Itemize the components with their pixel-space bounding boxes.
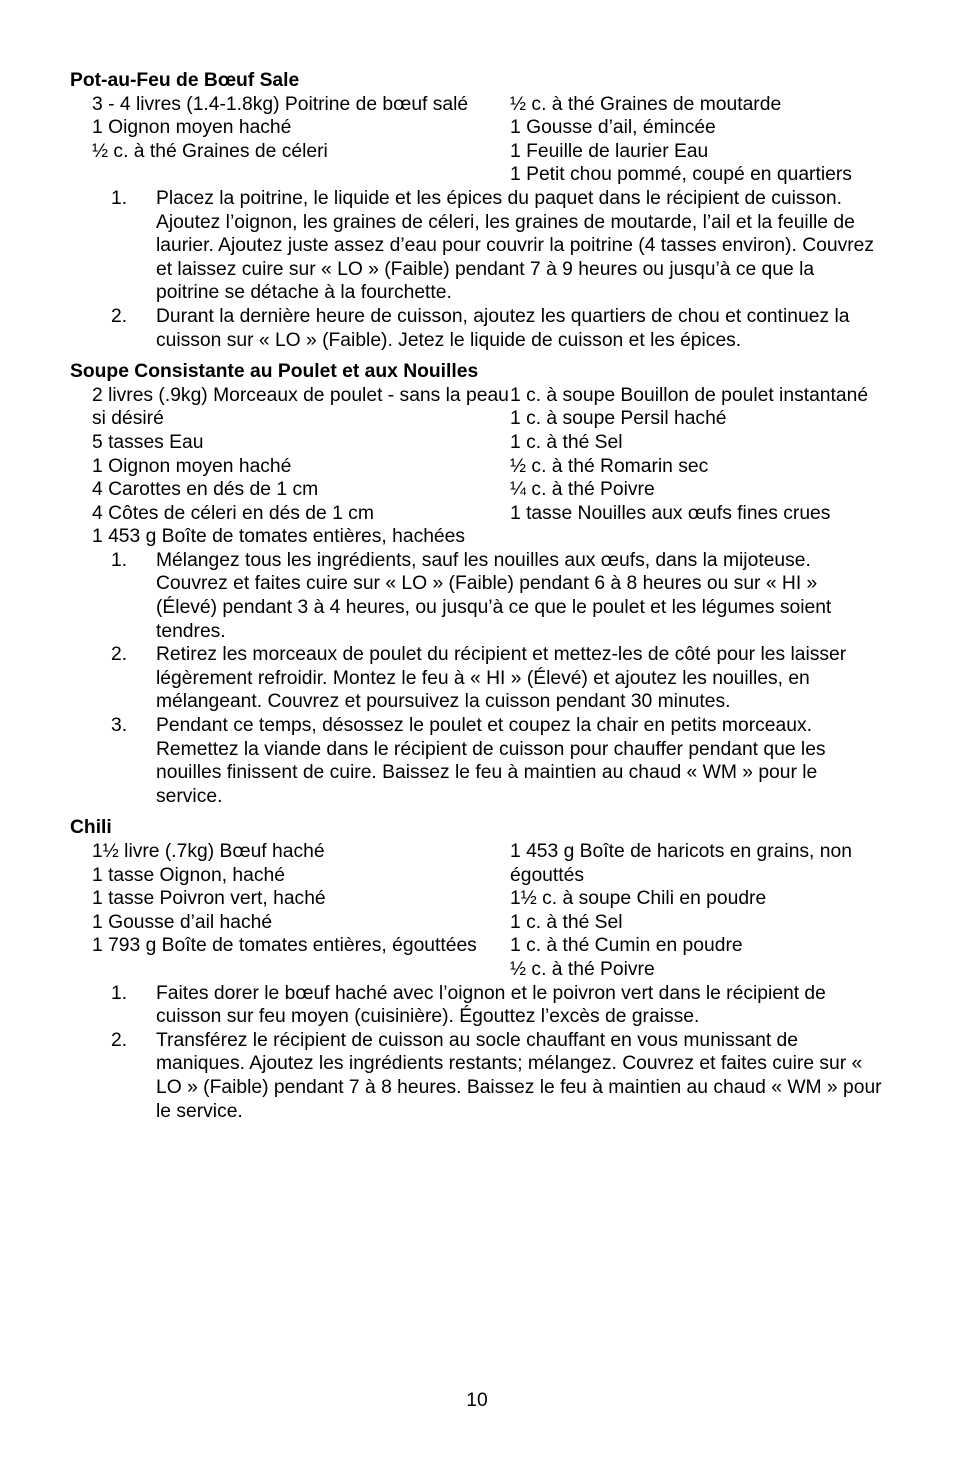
ingredient: 1 c. à thé Sel <box>510 431 623 453</box>
ingredient-list <box>70 840 882 982</box>
ingredient: 2 livres (.9kg) Morceaux de poulet - sans la peau si désiré <box>92 384 509 430</box>
recipe-title: Pot-au-Feu de Bœuf Sale <box>70 70 300 91</box>
ingredient: 1½ livre (.7kg) Bœuf haché <box>92 841 325 862</box>
ingredient: ¼ c. à thé Poivre <box>510 479 655 501</box>
instruction-step <box>111 187 882 305</box>
ingredient-column-left <box>92 840 510 982</box>
ingredient: 4 Côtes de céleri en dés de 1 cm <box>92 502 374 524</box>
ingredient-column-left <box>92 93 510 187</box>
step-number: 1. <box>111 982 128 1004</box>
step-text: Placez la poitrine, le liquide et les épices du paquet dans le récipient de cuisson. Ajoutez l’oignon, les graines de céleri, les graines de moutarde, l’ail et la feuille de laurier. Ajoutez juste assez d’eau pour couvrir la poitrine (4 tasses environ). Couvrez et laissez cuire sur « LO » (Faible) pendant 7 à 9 heures ou jusqu’à ce que la poitrine se détache à la fourchette. <box>156 187 875 304</box>
ingredient: 1 Feuille de laurier Eau <box>510 140 709 162</box>
ingredient: 1 453 g Boîte de haricots en grains, non égouttés <box>510 841 852 886</box>
ingredient: 1 Oignon moyen haché <box>92 455 292 477</box>
step-text: Mélangez tous les ingrédients, sauf les nouilles aux œufs, dans la mijoteuse. Couvrez et faites cuire sur « LO » (Faible) pendant 6 à 8 heures ou sur « HI » (Élevé) pendant 3 à 4 heures, ou jusqu’à ce que le poulet et les légumes soient tendres. <box>156 549 832 642</box>
instruction-step <box>111 714 882 808</box>
instruction-list <box>70 549 882 809</box>
ingredient-column-left <box>92 384 510 549</box>
ingredient-column-right <box>510 384 886 549</box>
instruction-step <box>111 549 882 643</box>
ingredient: 1 793 g Boîte de tomates entières, égouttées <box>92 935 477 957</box>
ingredient: 1½ c. à soupe Chili en poudre <box>510 888 767 910</box>
document-page <box>70 69 882 1131</box>
step-number: 2. <box>111 1029 128 1051</box>
ingredient: 5 tasses Eau <box>92 431 204 453</box>
ingredient: 1 c. à thé Cumin en poudre <box>510 935 743 957</box>
step-number: 1. <box>111 549 128 571</box>
step-number: 1. <box>111 187 128 209</box>
step-number: 3. <box>111 715 128 737</box>
step-text: Durant la dernière heure de cuisson, ajoutez les quartiers de chou et continuez la cuisson sur « LO » (Faible). Jetez le liquide de cuisson et les épices. <box>156 305 850 351</box>
instruction-list <box>70 187 882 352</box>
ingredient: ½ c. à thé Poivre <box>510 958 655 980</box>
ingredient: 1 Gousse d’ail, émincée <box>510 117 716 139</box>
step-text: Transférez le récipient de cuisson au socle chauffant en vous munissant de maniques. Ajoutez les ingrédients restants; mélangez. Couvrez et faites cuire sur « LO » (Faible) pendant 7 à 8 heures. Baissez le feu à maintien au chaud « WM » pour le service. <box>156 1029 882 1122</box>
ingredient: 1 453 g Boîte de tomates entières, hachées <box>92 526 466 548</box>
ingredient: 1 c. à soupe Bouillon de poulet instantané <box>510 384 869 406</box>
step-text: Retirez les morceaux de poulet du récipient et mettez-les de côté pour les laisser légèrement refroidir. Montez le feu à « HI » (Élevé) et ajoutez les nouilles, en mélangeant. Couvrez et poursuivez la cuisson pendant 30 minutes. <box>156 644 847 713</box>
ingredient-list <box>70 384 882 549</box>
ingredient-column-right <box>510 840 886 982</box>
recipe-pot-au-feu <box>70 69 882 352</box>
ingredient: 4 Carottes en dés de 1 cm <box>92 479 319 501</box>
recipe-title: Soupe Consistante au Poulet et aux Nouilles <box>70 361 479 383</box>
ingredient: 1 Petit chou pommé, coupé en quartiers <box>510 164 852 186</box>
ingredient: 1 tasse Poivron vert, haché <box>92 888 326 910</box>
ingredient: 1 tasse Oignon, haché <box>92 864 285 886</box>
ingredient: ½ c. à thé Graines de céleri <box>92 140 328 162</box>
ingredient: 1 c. à thé Sel <box>510 911 623 933</box>
ingredient: 1 c. à soupe Persil haché <box>510 408 727 430</box>
ingredient: 1 Oignon moyen haché <box>92 117 292 139</box>
recipe-chili <box>70 816 882 1123</box>
page-number: 10 <box>466 1390 488 1411</box>
instruction-step <box>111 643 882 714</box>
ingredient-column-right <box>510 93 886 187</box>
step-text: Pendant ce temps, désossez le poulet et coupez la chair en petits morceaux. Remettez la viande dans le récipient de cuisson pour chauffer pendant que les nouilles finissent de cuire. Baissez le feu à maintien au chaud « WM » pour le service. <box>156 715 826 807</box>
step-number: 2. <box>111 305 128 327</box>
ingredient: 1 tasse Nouilles aux œufs fines crues <box>510 502 831 524</box>
ingredient: ½ c. à thé Graines de moutarde <box>510 93 782 115</box>
ingredient: ½ c. à thé Romarin sec <box>510 455 709 477</box>
instruction-step <box>111 982 882 1029</box>
ingredient: 3 - 4 livres (1.4-1.8kg) Poitrine de bœuf salé <box>92 93 469 115</box>
instruction-step <box>111 1029 882 1123</box>
recipe-title: Chili <box>70 817 112 839</box>
step-number: 2. <box>111 644 128 666</box>
ingredient: 1 Gousse d’ail haché <box>92 911 273 933</box>
instruction-list <box>70 982 882 1124</box>
step-text: Faites dorer le bœuf haché avec l’oignon et le poivron vert dans le récipient de cuisson sur feu moyen (cuisinière). Égouttez l’excès de graisse. <box>156 982 826 1028</box>
instruction-step <box>111 305 882 352</box>
recipe-soupe-poulet <box>70 360 882 808</box>
ingredient-list <box>70 93 882 187</box>
